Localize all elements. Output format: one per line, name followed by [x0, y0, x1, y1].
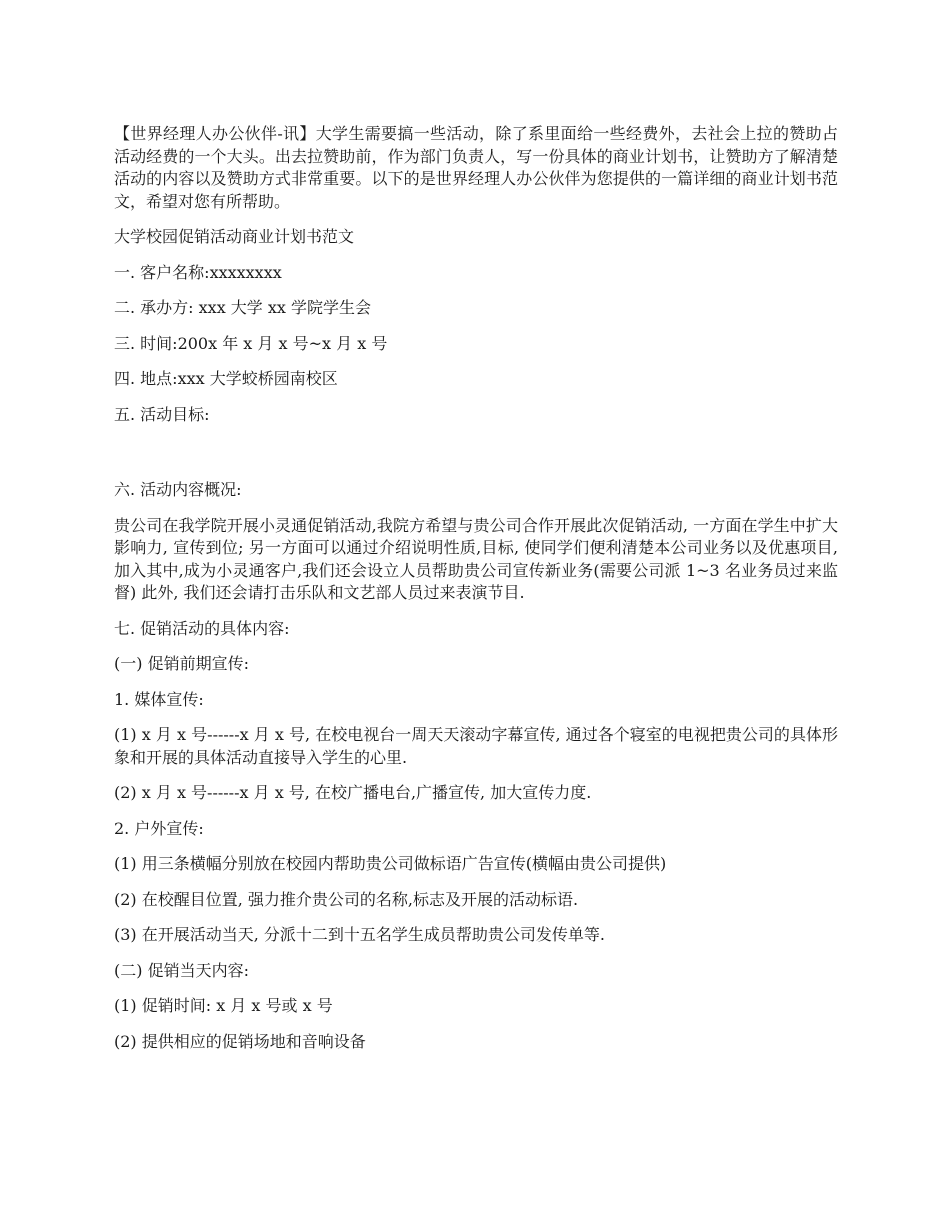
document-page: [114, 123, 838, 1066]
media-item-2: (2) x 月 x 号------x 月 x 号, 在校广播电台,广播宣传, 加大宣传力度.: [114, 783, 592, 802]
activity-goal-heading: 五. 活动目标:: [114, 404, 210, 424]
client-name-line: 一. 客户名称:xxxxxxxx: [114, 262, 282, 282]
promotion-day-item-2: (2) 提供相应的促销场地和音响设备: [114, 1031, 366, 1051]
promotion-details-heading: 七. 促销活动的具体内容:: [114, 618, 290, 638]
promotion-day-heading: (二) 促销当天内容:: [114, 960, 249, 980]
media-promotion-heading: 1. 媒体宣传:: [114, 689, 204, 709]
outdoor-item-1: (1) 用三条横幅分别放在校园内帮助贵公司做标语广告宣传(横幅由贵公司提供): [114, 854, 667, 873]
outdoor-item-2: (2) 在校醒目位置, 强力推介贵公司的名称,标志及开展的活动标语.: [114, 889, 579, 909]
intro-paragraph: 【世界经理人办公伙伴-讯】大学生需要搞一些活动，除了系里面给一些经费外，去社会上拉的赞助占活动经费的一个大头。出去拉赞助前，作为部门负责人，写一份具体的商业计划书，让赞助方了解清楚活动的内容以及赞助方式非常重要。以下的是世界经理人办公伙伴为您提供的一篇详细的商业计划书范文，希望对您有所帮助。: [114, 124, 838, 211]
activity-overview-heading: 六. 活动内容概况:: [114, 480, 242, 499]
media-item-1: (1) x 月 x 号------x 月 x 号, 在校电视台一周天天滚动字幕宣传, 通过各个寝室的电视把贵公司的具体形象和开展的具体活动直接导入学生的心里.: [114, 725, 838, 767]
document-title: 大学校园促销活动商业计划书范文: [114, 227, 355, 246]
outdoor-promotion-heading: 2. 户外宣传:: [114, 818, 204, 838]
organizer-line: 二. 承办方: xxx 大学 xx 学院学生会: [114, 298, 372, 317]
pre-promotion-heading: (一) 促销前期宣传:: [114, 654, 249, 673]
blank-spacer: [114, 439, 838, 479]
activity-overview-paragraph: 贵公司在我学院开展小灵通促销活动,我院方希望与贵公司合作开展此次促销活动, 一方面在学生中扩大影响力, 宣传到位; 另一方面可以通过介绍说明性质,目标, 使同学们便利清楚本公司业务以及优惠项目,加入其中,成为小灵通客户,我们还会设立人员帮助贵公司宣传新业务(需要公司派 1~3 名业务员过来监督) 此外, 我们还会请打击乐队和文艺部人员过来表演节目.: [114, 515, 838, 602]
time-line: 三. 时间:200x 年 x 月 x 号~x 月 x 号: [114, 333, 388, 353]
outdoor-item-3: (3) 在开展活动当天, 分派十二到十五名学生成员帮助贵公司发传单等.: [114, 925, 606, 944]
location-line: 四. 地点:xxx 大学蛟桥园南校区: [114, 369, 338, 388]
promotion-day-item-1: (1) 促销时间: x 月 x 号或 x 号: [114, 996, 333, 1015]
